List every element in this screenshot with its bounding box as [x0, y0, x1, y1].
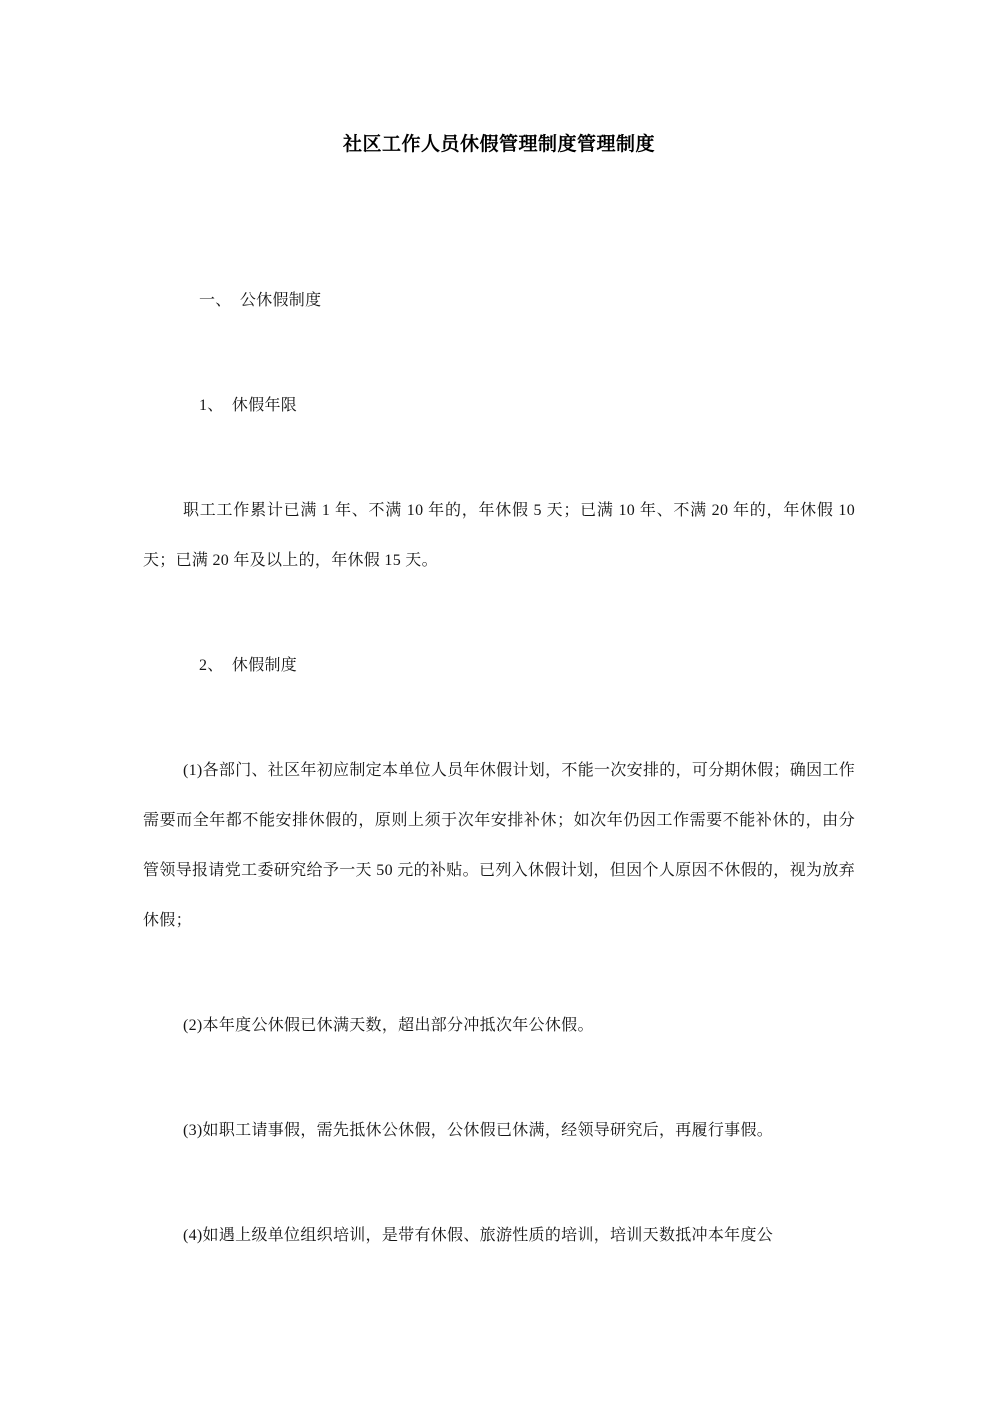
subsection-heading-leave-rules: 2、 休假制度	[199, 657, 298, 674]
paragraph-rule-3: (3)如职工请事假，需先抵休公休假，公休假已休满，经领导研究后，再履行事假。	[183, 1122, 774, 1139]
paragraph-rule-4: (4)如遇上级单位组织培训，是带有休假、旅游性质的培训，培训天数抵冲本年度公	[183, 1227, 774, 1244]
document-title: 社区工作人员休假管理制度管理制度	[342, 134, 655, 155]
section-heading-public-leave: 一、 公休假制度	[199, 292, 322, 309]
paragraph-leave-years-detail: 职工工作累计已满 1 年、不满 10 年的，年休假 5 天；已满 10 年、不满 20 年的，年休假 10 天；已满 20 年及以上的，年休假 15 天。	[143, 502, 855, 569]
subsection-heading-leave-years: 1、 休假年限	[199, 397, 298, 414]
paragraph-rule-2: (2)本年度公休假已休满天数，超出部分冲抵次年公休假。	[183, 1017, 594, 1034]
paragraph-rule-1: (1)各部门、社区年初应制定本单位人员年休假计划，不能一次安排的，可分期休假；确因工作需要而全年都不能安排休假的，原则上须于次年安排补休；如次年仍因工作需要不能补休的，由分管领导报请党工委研究给予一天 50 元的补贴。已列入休假计划，但因个人原因不休假的，视为放弃休假；	[143, 762, 855, 929]
